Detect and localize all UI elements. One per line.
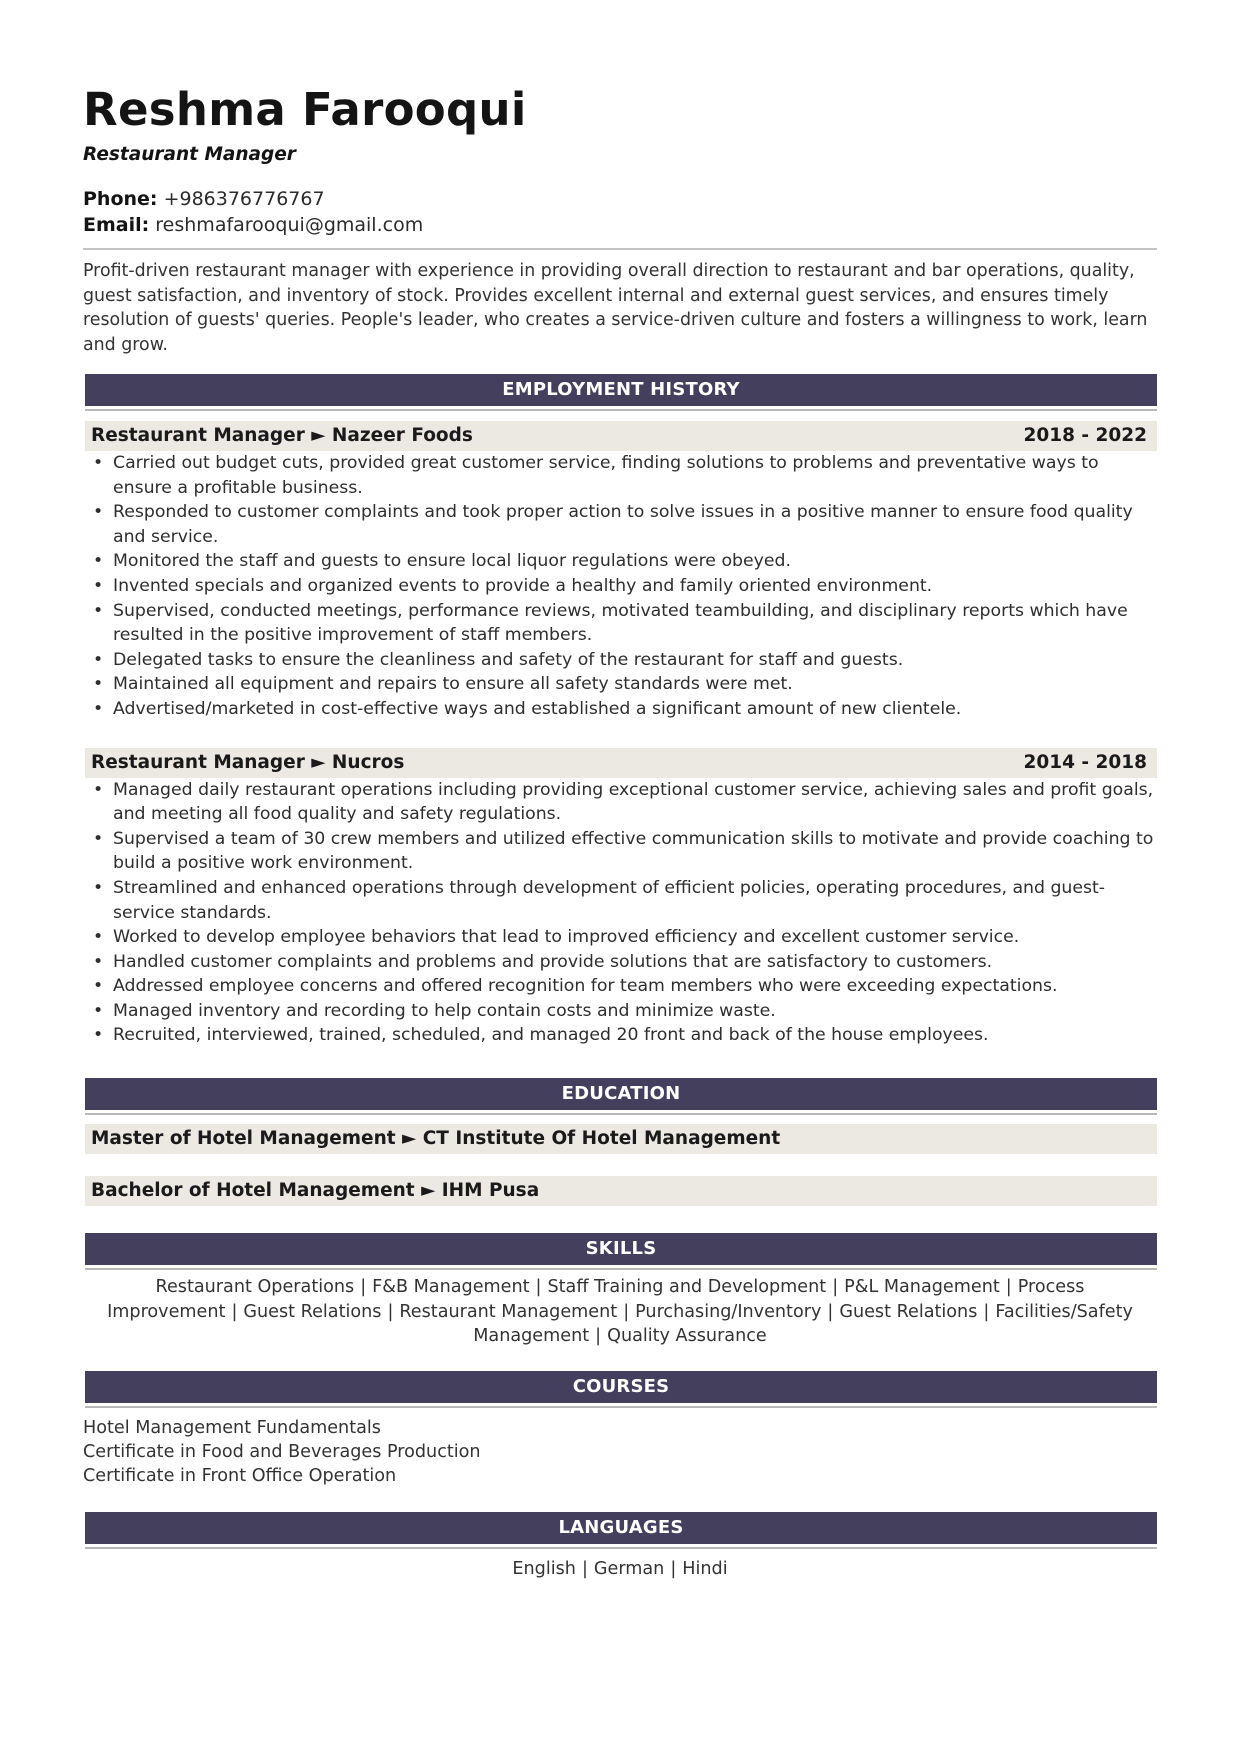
skill-item: F&B Management bbox=[372, 1277, 530, 1298]
skill-item: Purchasing/Inventory bbox=[635, 1301, 822, 1322]
job-bullet: • Maintained all equipment and repairs to ensure all safety standards were met. bbox=[83, 672, 1157, 697]
job-entry bbox=[83, 748, 1157, 1049]
job-bullet: • Advertised/marketed in cost-effective ways and established a significant amount of new clientele. bbox=[83, 697, 1157, 722]
phone-value: +986376776767 bbox=[163, 188, 325, 210]
header-divider bbox=[83, 248, 1157, 250]
education-entry bbox=[85, 1124, 1157, 1154]
job-role: Restaurant Manager ► Nazeer Foods bbox=[91, 425, 473, 446]
phone-line bbox=[83, 186, 1157, 212]
skill-item: Facilities/Safety Management bbox=[473, 1301, 1133, 1347]
job-bullet: • Monitored the staff and guests to ensure local liquor regulations were obeyed. bbox=[83, 549, 1157, 574]
email-line bbox=[83, 212, 1157, 238]
skill-item: Restaurant Management bbox=[399, 1301, 618, 1322]
job-role: Restaurant Manager ► Nucros bbox=[91, 751, 405, 773]
candidate-name: Reshma Farooqui bbox=[83, 83, 527, 136]
phone-label: Phone: bbox=[83, 188, 158, 210]
courses-section bbox=[83, 1371, 1157, 1488]
contact-block bbox=[83, 186, 1157, 238]
education-heading: EDUCATION bbox=[85, 1078, 1157, 1110]
candidate-title: Restaurant Manager bbox=[83, 144, 296, 165]
section-divider bbox=[85, 1406, 1157, 1408]
course-item: Certificate in Food and Beverages Production bbox=[83, 1441, 481, 1462]
job-bullet: • Invented specials and organized events to provide a healthy and family oriented environment. bbox=[83, 574, 1157, 599]
skill-item: Guest Relations bbox=[839, 1301, 978, 1322]
skill-item: Process Improvement bbox=[107, 1277, 1085, 1322]
section-divider bbox=[85, 1547, 1157, 1549]
resume-page bbox=[83, 82, 1157, 1581]
job-dates: 2018 - 2022 bbox=[1023, 425, 1147, 446]
skill-item: Restaurant Operations bbox=[155, 1277, 355, 1298]
skill-item: Guest Relations bbox=[243, 1301, 382, 1322]
course-item: Hotel Management Fundamentals bbox=[83, 1417, 381, 1438]
languages-section bbox=[83, 1512, 1157, 1581]
job-bullet: • Managed daily restaurant operations including providing exceptional customer service, achieving sales and profit goals, and meeting all food quality and safety regulations. bbox=[83, 778, 1157, 827]
profile-summary: Profit-driven restaurant manager with experience in providing overall direction to restaurant and bar operations, quality, guest satisfaction, and inventory of stock. Provides excellent internal and external guest services, and ensures timely resolution of guests' queries. People's leader, who creates a service-driven culture and fosters a willingness to work, learn and grow. bbox=[83, 261, 1148, 355]
job-bullet: • Handled customer complaints and problems and provide solutions that are satisfactory to customers. bbox=[83, 950, 1157, 975]
language-item: German bbox=[593, 1558, 665, 1579]
skill-item: Staff Training and Development bbox=[547, 1277, 827, 1298]
courses-heading: COURSES bbox=[85, 1371, 1157, 1403]
job-dates: 2014 - 2018 bbox=[1023, 751, 1147, 773]
section-divider bbox=[85, 1113, 1157, 1115]
skill-item: Quality Assurance bbox=[607, 1326, 767, 1347]
job-header bbox=[85, 421, 1157, 451]
job-bullet: • Supervised, conducted meetings, performance reviews, motivated teambuilding, and disciplinary reports which have resulted in the positive improvement of staff members. bbox=[83, 599, 1157, 648]
email-label: Email: bbox=[83, 214, 150, 236]
job-bullet: • Responded to customer complaints and took proper action to solve issues in a positive manner to ensure food quality and service. bbox=[83, 500, 1157, 549]
job-bullet: • Managed inventory and recording to help contain costs and minimize waste. bbox=[83, 999, 1157, 1024]
job-bullet: • Streamlined and enhanced operations through development of efficient policies, operating procedures, and guest-service standards. bbox=[83, 876, 1157, 925]
section-divider bbox=[85, 1268, 1157, 1270]
languages-heading: LANGUAGES bbox=[85, 1512, 1157, 1544]
skills-heading: SKILLS bbox=[85, 1233, 1157, 1265]
degree-institution: Master of Hotel Management ► CT Institute Of Hotel Management bbox=[91, 1128, 781, 1150]
job-bullet: • Recruited, interviewed, trained, scheduled, and managed 20 front and back of the house employees. bbox=[83, 1023, 1157, 1048]
job-bullet: • Carried out budget cuts, provided great customer service, finding solutions to problems and preventative ways to ensure a profitable business. bbox=[83, 451, 1157, 500]
skills-section bbox=[83, 1233, 1157, 1349]
job-bullet: • Delegated tasks to ensure the cleanliness and safety of the restaurant for staff and guests. bbox=[83, 648, 1157, 673]
education-section bbox=[83, 1078, 1157, 1206]
language-item: English bbox=[512, 1558, 576, 1579]
degree-institution: Bachelor of Hotel Management ► IHM Pusa bbox=[91, 1180, 540, 1202]
employment-heading: EMPLOYMENT HISTORY bbox=[85, 374, 1157, 406]
job-bullet: • Addressed employee concerns and offered recognition for team members who were exceeding expectations. bbox=[83, 974, 1157, 999]
language-item: Hindi bbox=[682, 1558, 728, 1579]
job-bullet: • Worked to develop employee behaviors that lead to improved efficiency and excellent customer service. bbox=[83, 925, 1157, 950]
job-bullets bbox=[83, 451, 1157, 722]
course-item: Certificate in Front Office Operation bbox=[83, 1465, 397, 1486]
languages-list: English | German | Hindi bbox=[512, 1558, 728, 1579]
job-entry bbox=[83, 421, 1157, 722]
job-bullet: • Supervised a team of 30 crew members and utilized effective communication skills to motivate and provide coaching to build a positive work environment. bbox=[83, 827, 1157, 876]
skills-list: Restaurant Operations | F&B Management | Staff Training and Development | P&L Management | Process Improvement | Guest Relations | Restaurant Management | Purchasing/Inventory | Guest Relations | Facilities/Safety Management | Quality Assurance bbox=[107, 1277, 1133, 1347]
courses-list bbox=[83, 1416, 1157, 1488]
employment-section bbox=[83, 374, 1157, 1048]
skill-item: P&L Management bbox=[844, 1277, 1000, 1298]
job-header bbox=[85, 748, 1157, 778]
email-value: reshmafarooqui@gmail.com bbox=[155, 214, 424, 236]
job-bullets bbox=[83, 778, 1157, 1049]
education-entry bbox=[85, 1176, 1157, 1206]
section-divider bbox=[85, 409, 1157, 411]
